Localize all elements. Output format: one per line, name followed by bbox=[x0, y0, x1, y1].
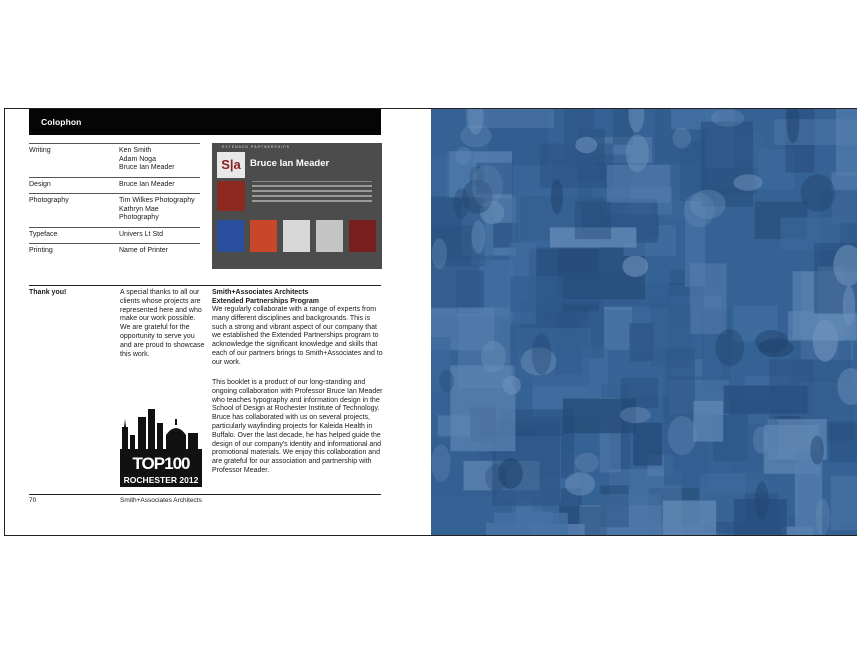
page-number: 70 bbox=[29, 497, 37, 504]
footer-firm: Smith+Associates Architects bbox=[120, 497, 202, 504]
credit-label: Design bbox=[29, 180, 51, 188]
badge-bottom-text: ROCHESTER 2012 bbox=[123, 475, 199, 485]
about-heading-line: Extended Partnerships Program bbox=[212, 297, 319, 305]
booklet-cover-image bbox=[212, 143, 382, 269]
credits-table bbox=[29, 143, 200, 260]
credit-value: Bruce Ian Meader bbox=[119, 180, 175, 188]
about-paragraph-1: We regularly collaborate with a range of experts from many different disciplines and backgrounds. This is such a strong and vibrant aspect of our company that we established the Extended Partnerships program to acknowledge the significant knowledge and skills that each of our partners brings to Smith+Associates and to our work. bbox=[212, 306, 383, 366]
credit-label: Photography bbox=[29, 197, 69, 204]
credit-row-writing bbox=[29, 143, 200, 178]
booklet-tag: EXTENDED PARTNERSHIPS bbox=[222, 145, 290, 149]
booklet-portrait bbox=[217, 181, 245, 211]
credit-value: Name of Printer bbox=[119, 247, 169, 254]
book-spread bbox=[4, 108, 857, 536]
credit-value: Adam Noga bbox=[119, 155, 156, 163]
top100-badge bbox=[120, 405, 202, 487]
colophon-header bbox=[29, 109, 381, 135]
credit-row-printing bbox=[29, 244, 200, 260]
about-paragraph-2: This booklet is a product of our long-standing and ongoing collaboration with Professor Bruce Ian Meader who teaches typography and information design in the School of Design at Rochester Institute of Technology. Bruce has collaborated with us on several projects, particularly wayfinding projects for Kaleida Health in Buffalo. Over the last decade, he has helped guide the design of our company's identity and informational and promotional materials. We enjoy this collaboration and are grateful for our association and partnership with Professor Meader. bbox=[212, 379, 383, 474]
booklet-thumb bbox=[283, 220, 310, 252]
section-divider bbox=[29, 285, 381, 286]
thanks-title: Thank you! bbox=[29, 289, 67, 296]
booklet-logo: S|a bbox=[217, 152, 245, 178]
credit-value: Bruce Ian Meader bbox=[119, 164, 175, 171]
credit-row-design bbox=[29, 178, 200, 195]
booklet-thumb bbox=[217, 220, 244, 252]
credit-value: Univers Lt Std bbox=[119, 230, 163, 238]
booklet-thumb bbox=[349, 220, 376, 252]
credit-value: Tim Wilkes Photography bbox=[119, 197, 195, 204]
credit-value: Kathryn Mae Photography bbox=[119, 205, 159, 221]
booklet-thumb bbox=[316, 220, 343, 252]
booklet-thumb bbox=[250, 220, 277, 252]
thanks-text: A special thanks to all our clients whose projects are represented here and who make our work possible. We are grateful for the opportunity to serve you and are proud to showcase this work. bbox=[120, 289, 205, 358]
collage-tint bbox=[431, 109, 857, 535]
credit-row-photography bbox=[29, 194, 200, 228]
credit-row-typeface bbox=[29, 228, 200, 245]
credit-label: Printing bbox=[29, 247, 53, 254]
colophon-title: Colophon bbox=[41, 117, 82, 127]
credit-label: Writing bbox=[29, 147, 51, 154]
booklet-quote-lines bbox=[252, 181, 372, 210]
badge-top-text: TOP100 bbox=[132, 454, 190, 473]
about-heading bbox=[212, 289, 387, 306]
photo-collage-page bbox=[431, 109, 857, 535]
footer-divider bbox=[29, 494, 381, 495]
booklet-name: Bruce Ian Meader bbox=[250, 158, 330, 169]
about-heading-line: Smith+Associates Architects bbox=[212, 289, 309, 296]
credit-value: Ken Smith bbox=[119, 147, 152, 154]
credit-label: Typeface bbox=[29, 230, 58, 238]
left-page bbox=[5, 109, 430, 535]
